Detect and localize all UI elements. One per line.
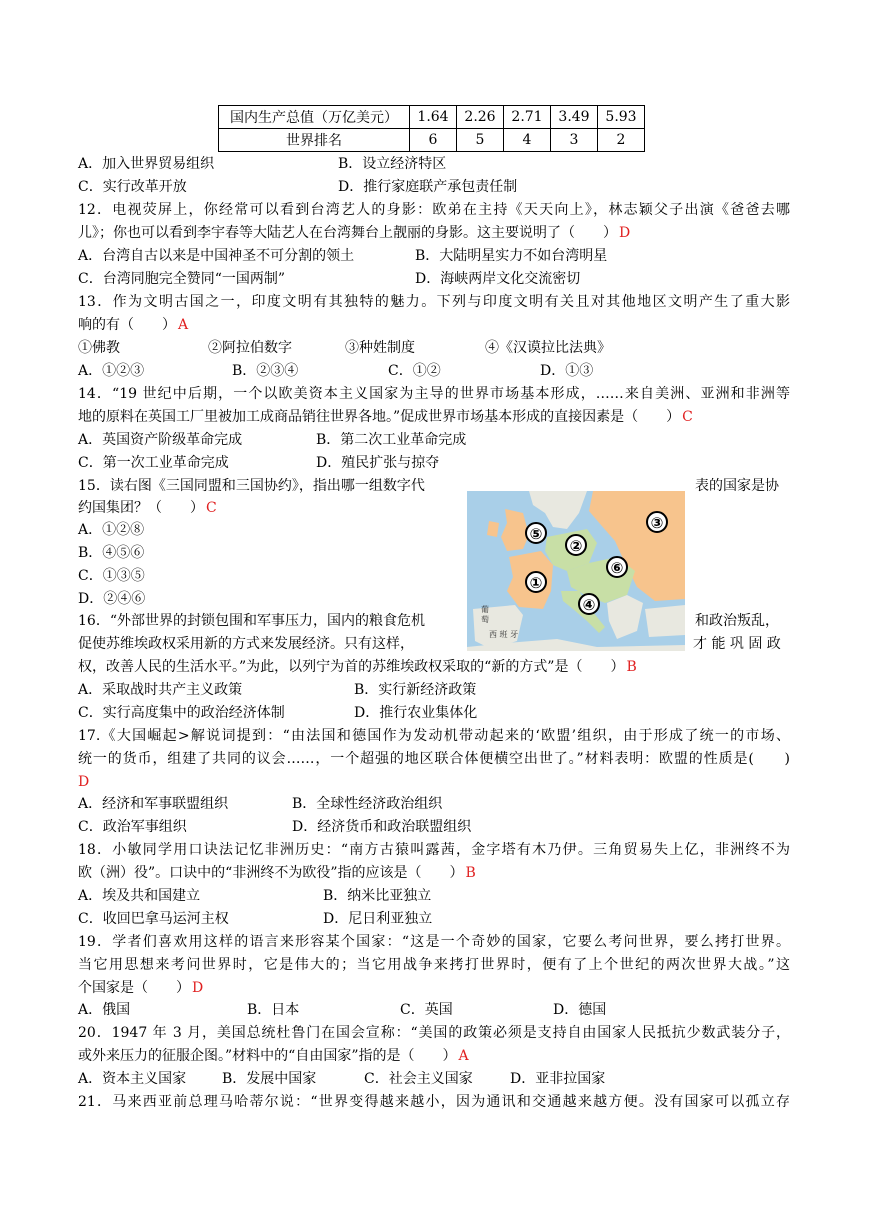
question-17-text: 17.《大国崛起>解说词提到：“由法国和德国作为发动机带动起来的‘欧盟’组织，由于形成了统一的市场、 [78,728,790,744]
answer-key: B [626,659,637,675]
item-3: ③种姓制度 [345,340,415,356]
option-c: C．第一次工业革命完成 [78,455,229,471]
question-15-text-right: 表的国家是协 [695,478,779,494]
question-13-stem: 响的有（ ） [78,317,176,333]
question-21-text: 21．马来西亚前总理马哈蒂尔说：“世界变得越来越小，因为通讯和交通越来越方便。没有国家可以孤立存 [78,1094,790,1110]
option-b: B．大陆明星实力不如台湾明星 [415,248,608,264]
option-b: B．第二次工业革命完成 [316,432,467,448]
table-row [219,129,645,152]
question-15-stem: 约国集团？（ ） [78,500,204,516]
item-4: ④《汉谟拉比法典》 [485,340,611,356]
table-cell: 2.71 [504,106,551,129]
question-12-text: 12．电视荧屏上，你经常可以看到台湾艺人的身影：欧弟在主持《天天向上》，林志颖父子出演《爸爸去哪 [78,202,790,218]
question-19-stem-line [78,977,203,999]
answer-key: B [465,865,476,881]
answer-key: C [682,409,693,425]
question-16-stem: 权，改善人民的生活水平。”为此，以列宁为首的苏维埃政权采取的“新的方式”是（ ） [78,659,625,675]
question-18-text: 18．小敏同学用口诀法记忆非洲历史：“南方古猿叫露茜，金字塔有木乃伊。三角贸易失上亿，非洲终不为 [78,842,790,858]
table-cell: 3 [551,129,598,152]
question-13-text: 13．作为文明古国之一，印度文明有其独特的魅力。下列与印度文明有关且对其他地区文明产生了重大影 [78,294,790,310]
map-label: ⑥ [610,559,624,577]
map-label: ⑤ [529,525,543,543]
option-a: A．埃及共和国建立 [78,888,201,904]
option-b: B．④⑤⑥ [78,545,145,561]
gdp-table [218,105,645,152]
option-a: A．①②③ [78,363,145,379]
answer-key: C [206,500,217,516]
option-a: A．①②⑧ [78,522,145,538]
option-c: C．①③⑤ [78,568,145,584]
option-a: A．英国资产阶级革命完成 [78,432,243,448]
option-c: C．①② [388,363,441,379]
question-18-text-cont [78,862,476,884]
question-13-text-cont [78,314,188,336]
table-cell: 3.49 [551,106,598,129]
answer-key: D [192,980,204,996]
table-cell: 6 [410,129,457,152]
option-b: B．纳米比亚独立 [323,888,432,904]
option-d: D．推行农业集体化 [354,705,478,721]
map-label: ① [529,574,543,592]
question-16-text: 16．“外部世界的封锁包围和军事压力，国内的粮食危机 [78,613,425,629]
alliance-map [467,491,685,651]
table-cell: 1.64 [410,106,457,129]
question-14-text: 14．“19 世纪中后期，一个以欧美资本主义国家为主导的世界市场基本形成，……来自美洲、亚洲和非洲等 [78,386,790,402]
question-16-text-right: 和政治叛乱， [695,613,779,629]
option-a: A．采取战时共产主义政策 [78,682,243,698]
map-label: ③ [650,514,664,532]
table-cell: 2.26 [457,106,504,129]
ireland-region [487,521,499,537]
question-20-stem: 或外来压力的征服企图。”材料中的“自由国家”指的是（ ） [78,1048,457,1064]
option-d: D．②④⑥ [78,591,146,607]
question-19-text-cont: 当它用思想来考问世界时，它是伟大的；当它用战争来拷打世界时，便有了上个世纪的两次世界大战。”这 [78,957,790,973]
table-row [219,106,645,129]
option-d: D．殖民扩张与掠夺 [316,455,440,471]
question-14-stem: 地的原料在英国工厂里被加工成商品销往世界各地。”促成世界市场基本形成的直接因素是（ ） [78,409,681,425]
map-label: ④ [582,596,596,614]
table-cell: 世界排名 [219,129,410,152]
answer-key: A [458,1048,469,1064]
option-d: D．亚非拉国家 [510,1071,606,1087]
option-d: D．海峡两岸文化交流密切 [415,271,581,287]
option-c: C．实行高度集中的政治经济体制 [78,705,285,721]
option-b: B．②③④ [232,363,299,379]
map-text: 西 班 牙 [489,630,519,639]
option-a: A．资本主义国家 [78,1071,187,1087]
table-cell: 国内生产总值（万亿美元） [219,106,410,129]
option-b: B．全球性经济政治组织 [292,796,443,812]
option-d: D．德国 [553,1002,607,1018]
option-d: D．尼日利亚独立 [323,911,433,927]
item-1: ①佛教 [78,340,120,356]
option-b: B．发展中国家 [222,1071,317,1087]
option-c: C．实行改革开放 [78,179,187,195]
question-18-stem: 欧（洲）役”。口诀中的“非洲终不为欧役”指的应该是（ ） [78,865,464,881]
question-20-text: 20．1947 年 3 月，美国总统杜鲁门在国会宣称：“美国的政策必须是支持自由国家人民抵抗少数武装分子， [78,1025,790,1041]
question-12-text-cont [78,222,630,244]
table-cell: 4 [504,129,551,152]
option-c: C．收回巴拿马运河主权 [78,911,229,927]
option-c: C．社会主义国家 [364,1071,473,1087]
question-16-text-right-cont: 才 能 巩 固 政 [693,636,781,652]
answer-key: A [178,317,189,333]
question-19-text: 19．学者们喜欢用这样的语言来形容某个国家：“这是一个奇妙的国家，它要么考问世界，要么拷打世界。 [78,934,790,950]
option-b: B．设立经济特区 [338,156,447,172]
map-text: 萄 [481,615,489,624]
option-c: C．政治军事组织 [78,819,187,835]
question-14-text-cont [78,406,693,428]
answer-key: D [619,225,631,241]
option-c: C．台湾同胞完全赞同“一国两制” [78,271,286,287]
option-c: C．英国 [400,1002,453,1018]
question-16-text-cont: 促使苏维埃政权采用新的方式来发展经济。只有这样， [78,636,414,652]
option-a: A．经济和军事联盟组织 [78,796,229,812]
question-17-text-cont: 统一的货币，组建了共同的议会……，一个超强的地区联合体便横空出世了。”材料表明：欧盟的性质是( ) [78,751,790,767]
option-d: D．经济货币和政治联盟组织 [292,819,472,835]
table-cell: 2 [598,129,645,152]
question-15-text-cont [78,497,217,519]
question-12-stem: 儿》；你也可以看到李宇春等大陆艺人在台湾舞台上靓丽的身影。这主要说明了（ ） [78,225,617,241]
option-a: A．台湾自古以来是中国神圣不可分割的领土 [78,248,355,264]
turkey-land [645,605,685,637]
option-a: A．加入世界贸易组织 [78,156,215,172]
option-d: D．①③ [540,363,594,379]
option-b: B．日本 [247,1002,300,1018]
item-2: ②阿拉伯数字 [208,340,292,356]
question-15-text: 15．读右图《三国同盟和三国协约》，指出哪一组数字代 [78,478,425,494]
option-b: B．实行新经济政策 [354,682,477,698]
map-text: 葡 [481,605,489,614]
question-20-text-cont [78,1045,469,1067]
question-19-stem: 个国家是（ ） [78,980,190,996]
map-label: ② [569,537,583,555]
question-16-stem-line [78,656,637,678]
option-a: A．俄国 [78,1002,131,1018]
answer-key: D [78,774,90,790]
table-cell: 5 [457,129,504,152]
table-cell: 5.93 [598,106,645,129]
question-17-answer-line [78,771,89,793]
option-d: D．推行家庭联产承包责任制 [338,179,518,195]
